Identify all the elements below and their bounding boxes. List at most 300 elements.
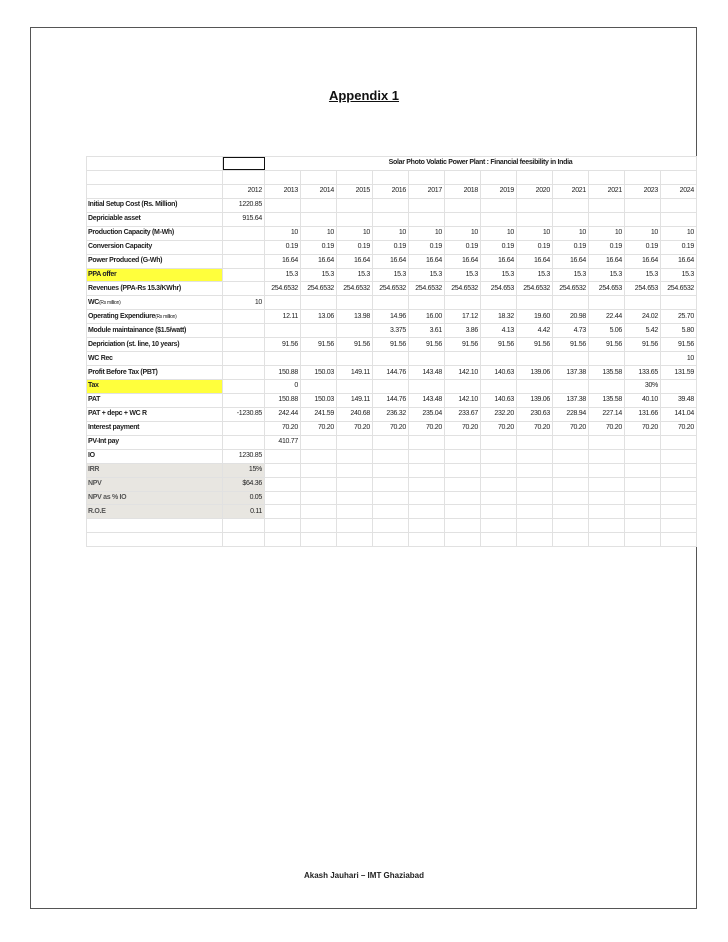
- year-header-row: [87, 184, 697, 198]
- table-cell: [445, 505, 481, 519]
- table-cell: 150.03: [301, 393, 337, 407]
- table-cell: [661, 435, 697, 449]
- table-cell: [337, 449, 373, 463]
- table-cell: 131.59: [661, 366, 697, 380]
- row-label: [87, 505, 223, 519]
- row-label-text: R.O.E: [88, 507, 106, 515]
- table-cell: [409, 212, 445, 226]
- table-cell: 91.56: [265, 338, 301, 352]
- table-row: [87, 463, 697, 477]
- table-cell: 254.653: [589, 282, 625, 296]
- table-cell: 25.70: [661, 310, 697, 324]
- row-label: [87, 366, 223, 380]
- year-header-cell: 2015: [337, 184, 373, 198]
- table-cell: 4.13: [481, 324, 517, 338]
- row-label-text: IRR: [88, 466, 100, 474]
- table-cell: [373, 491, 409, 505]
- table-cell: [661, 212, 697, 226]
- table-cell: [553, 449, 589, 463]
- table-cell: [337, 198, 373, 212]
- table-cell: 91.56: [625, 338, 661, 352]
- table-cell: [223, 226, 265, 240]
- table-cell: 1220.85: [223, 198, 265, 212]
- table-cell: 13.06: [301, 310, 337, 324]
- row-label-text: Initial Setup Cost (Rs. Million): [88, 201, 178, 209]
- table-cell: 16.64: [625, 254, 661, 268]
- table-cell: [373, 198, 409, 212]
- table-row: [87, 338, 697, 352]
- table-cell: 228.94: [553, 407, 589, 421]
- table-cell: 135.58: [589, 393, 625, 407]
- table-cell: [223, 393, 265, 407]
- row-label-text: Conversion Capacity: [88, 243, 152, 251]
- table-cell: [661, 463, 697, 477]
- table-cell: 240.68: [337, 407, 373, 421]
- table-row: [87, 435, 697, 449]
- table-cell: 16.64: [517, 254, 553, 268]
- table-cell: 0.19: [337, 240, 373, 254]
- table-cell: 137.38: [553, 393, 589, 407]
- table-cell: [373, 435, 409, 449]
- table-cell: [373, 463, 409, 477]
- table-cell: 15.3: [517, 268, 553, 282]
- table-cell: 91.56: [373, 338, 409, 352]
- table-cell: [589, 212, 625, 226]
- table-row: [87, 296, 697, 310]
- table-row: [87, 477, 697, 491]
- table-cell: [589, 435, 625, 449]
- page-footer: Akash Jauhari – IMT Ghaziabad: [303, 871, 425, 880]
- table-cell: [265, 352, 301, 366]
- table-cell: [409, 198, 445, 212]
- table-cell: 15.3: [481, 268, 517, 282]
- table-cell: 10: [301, 226, 337, 240]
- table-cell: 15.3: [301, 268, 337, 282]
- table-cell: [625, 477, 661, 491]
- table-cell: [517, 198, 553, 212]
- table-cell: [481, 463, 517, 477]
- table-cell: [625, 463, 661, 477]
- table-cell: [589, 463, 625, 477]
- table-cell: 227.14: [589, 407, 625, 421]
- table-cell: 150.03: [301, 366, 337, 380]
- table-cell: 16.64: [265, 254, 301, 268]
- table-cell: 15.3: [337, 268, 373, 282]
- table-cell: 0.05: [223, 491, 265, 505]
- table-cell: [589, 352, 625, 366]
- table-row: [87, 198, 697, 212]
- table-cell: 15.3: [625, 268, 661, 282]
- table-cell: 0.19: [625, 240, 661, 254]
- table-row: [87, 310, 697, 324]
- row-label: [87, 212, 223, 226]
- table-cell: [409, 435, 445, 449]
- table-cell: 140.63: [481, 366, 517, 380]
- table-cell: [337, 491, 373, 505]
- table-cell: [301, 296, 337, 310]
- row-label: [87, 240, 223, 254]
- table-cell: $64.36: [223, 477, 265, 491]
- table-cell: [661, 296, 697, 310]
- year-header-cell: 2021: [553, 184, 589, 198]
- row-label-text: PPA offer: [88, 270, 117, 278]
- year-header-cell: 2023: [625, 184, 661, 198]
- table-cell: [337, 352, 373, 366]
- table-cell: 3.375: [373, 324, 409, 338]
- table-cell: [661, 505, 697, 519]
- table-cell: 410.77: [265, 435, 301, 449]
- table-cell: [445, 296, 481, 310]
- table-cell: -1230.85: [223, 407, 265, 421]
- table-cell: [553, 463, 589, 477]
- table-cell: 70.20: [337, 421, 373, 435]
- table-cell: [223, 421, 265, 435]
- table-cell: [265, 296, 301, 310]
- table-cell: 10: [661, 226, 697, 240]
- table-cell: [337, 324, 373, 338]
- table-cell: 70.20: [553, 421, 589, 435]
- table-cell: 149.11: [337, 393, 373, 407]
- empty-cell: [87, 184, 223, 198]
- table-cell: [265, 198, 301, 212]
- table-cell: 16.64: [337, 254, 373, 268]
- row-label-unit: (Rs million): [99, 299, 121, 306]
- table-cell: [445, 212, 481, 226]
- row-label-text: NPV: [88, 480, 102, 488]
- table-cell: [337, 212, 373, 226]
- table-cell: 10: [481, 226, 517, 240]
- row-label-text: Operating Expendiure: [88, 312, 156, 320]
- table-cell: 0.19: [301, 240, 337, 254]
- selected-cell[interactable]: [223, 157, 265, 171]
- table-cell: [265, 505, 301, 519]
- table-cell: [337, 296, 373, 310]
- table-cell: 254.6532: [373, 282, 409, 296]
- table-cell: [517, 380, 553, 394]
- table-cell: 5.42: [625, 324, 661, 338]
- table-row: [87, 352, 697, 366]
- table-cell: [301, 324, 337, 338]
- row-label: [87, 198, 223, 212]
- table-row: [87, 491, 697, 505]
- table-cell: [445, 491, 481, 505]
- table-cell: [223, 254, 265, 268]
- table-cell: [589, 296, 625, 310]
- table-cell: [589, 505, 625, 519]
- row-label-text: NPV as % IO: [88, 493, 127, 501]
- table-cell: 242.44: [265, 407, 301, 421]
- table-cell: 254.6532: [337, 282, 373, 296]
- table-cell: [553, 477, 589, 491]
- table-cell: [625, 505, 661, 519]
- table-cell: 70.20: [373, 421, 409, 435]
- table-row: [87, 226, 697, 240]
- table-cell: [625, 435, 661, 449]
- table-cell: 16.64: [301, 254, 337, 268]
- row-label: [87, 477, 223, 491]
- table-cell: 40.10: [625, 393, 661, 407]
- table-cell: 91.56: [481, 338, 517, 352]
- year-header-cell: 2019: [481, 184, 517, 198]
- row-label: [87, 324, 223, 338]
- row-label: [87, 421, 223, 435]
- row-label: [87, 407, 223, 421]
- table-cell: [589, 491, 625, 505]
- table-cell: 24.02: [625, 310, 661, 324]
- table-cell: 70.20: [661, 421, 697, 435]
- table-cell: 70.20: [589, 421, 625, 435]
- table-cell: [409, 352, 445, 366]
- row-label: [87, 296, 223, 310]
- table-row: [87, 393, 697, 407]
- table-cell: 139.06: [517, 393, 553, 407]
- table-cell: [553, 198, 589, 212]
- year-header-cell: 2018: [445, 184, 481, 198]
- table-cell: [301, 491, 337, 505]
- row-label: [87, 352, 223, 366]
- table-cell: [481, 198, 517, 212]
- table-cell: [445, 463, 481, 477]
- table-cell: [553, 212, 589, 226]
- table-cell: [265, 463, 301, 477]
- table-cell: 135.58: [589, 366, 625, 380]
- row-label-text: WC Rec: [88, 354, 113, 362]
- table-cell: 70.20: [445, 421, 481, 435]
- table-row: [87, 240, 697, 254]
- table-cell: 915.64: [223, 212, 265, 226]
- table-cell: [373, 212, 409, 226]
- table-cell: [373, 477, 409, 491]
- table-cell: 131.66: [625, 407, 661, 421]
- table-cell: 15.3: [373, 268, 409, 282]
- table-cell: 91.56: [661, 338, 697, 352]
- table-cell: 10: [409, 226, 445, 240]
- table-cell: 1230.85: [223, 449, 265, 463]
- table-cell: [223, 366, 265, 380]
- table-cell: [445, 477, 481, 491]
- table-cell: [481, 296, 517, 310]
- table-cell: [481, 380, 517, 394]
- table-cell: [337, 463, 373, 477]
- table-cell: [445, 435, 481, 449]
- table-cell: [373, 449, 409, 463]
- table-cell: [265, 477, 301, 491]
- blank-row: [87, 170, 697, 184]
- table-cell: 10: [445, 226, 481, 240]
- table-cell: [661, 380, 697, 394]
- table-cell: [553, 491, 589, 505]
- table-row: [87, 268, 697, 282]
- table-cell: 235.04: [409, 407, 445, 421]
- sheet-caption: Solar Photo Volatic Power Plant : Financial feesibility in India: [265, 157, 697, 171]
- row-label-text: PV-Int pay: [88, 438, 119, 446]
- row-label: [87, 491, 223, 505]
- table-row: [87, 254, 697, 268]
- row-label: [87, 310, 223, 324]
- table-cell: [625, 296, 661, 310]
- row-label: [87, 380, 223, 394]
- table-cell: 16.64: [373, 254, 409, 268]
- table-row: [87, 282, 697, 296]
- table-cell: 254.6532: [445, 282, 481, 296]
- table-cell: 241.59: [301, 407, 337, 421]
- table-cell: [553, 380, 589, 394]
- table-cell: 70.20: [265, 421, 301, 435]
- table-cell: 4.73: [553, 324, 589, 338]
- table-cell: [661, 198, 697, 212]
- table-cell: 133.65: [625, 366, 661, 380]
- table-cell: 16.64: [409, 254, 445, 268]
- table-cell: [409, 296, 445, 310]
- table-cell: 70.20: [481, 421, 517, 435]
- table-cell: [223, 380, 265, 394]
- row-label-text: Depriciable asset: [88, 215, 141, 223]
- table-cell: 142.10: [445, 393, 481, 407]
- table-cell: 144.76: [373, 393, 409, 407]
- table-cell: [301, 212, 337, 226]
- table-cell: 20.98: [553, 310, 589, 324]
- row-label: [87, 254, 223, 268]
- table-cell: 15.3: [553, 268, 589, 282]
- table-cell: 17.12: [445, 310, 481, 324]
- table-cell: [301, 449, 337, 463]
- table-cell: 10: [373, 226, 409, 240]
- table-cell: [301, 435, 337, 449]
- table-cell: 16.64: [661, 254, 697, 268]
- table-cell: [517, 212, 553, 226]
- table-cell: [445, 449, 481, 463]
- table-cell: [517, 505, 553, 519]
- table-cell: [337, 435, 373, 449]
- year-header-cell: 2012: [223, 184, 265, 198]
- table-cell: 18.32: [481, 310, 517, 324]
- table-row: [87, 421, 697, 435]
- table-cell: 91.56: [517, 338, 553, 352]
- table-cell: [517, 449, 553, 463]
- table-cell: [337, 505, 373, 519]
- row-label-text: Module maintainance ($1.5/watt): [88, 326, 187, 334]
- table-cell: [481, 435, 517, 449]
- row-label-text: IO: [88, 452, 95, 460]
- table-cell: 254.6532: [661, 282, 697, 296]
- table-cell: [445, 380, 481, 394]
- table-cell: 3.86: [445, 324, 481, 338]
- row-label: [87, 268, 223, 282]
- table-row: [87, 212, 697, 226]
- table-cell: 0.19: [589, 240, 625, 254]
- table-cell: 254.653: [625, 282, 661, 296]
- table-cell: 254.6532: [553, 282, 589, 296]
- row-label: [87, 338, 223, 352]
- table-cell: 91.56: [301, 338, 337, 352]
- table-cell: 142.10: [445, 366, 481, 380]
- row-label-text: WC: [88, 298, 100, 306]
- table-cell: [589, 477, 625, 491]
- table-cell: 0.19: [265, 240, 301, 254]
- row-label-text: Production Capacity (M-Wh): [88, 229, 174, 237]
- table-cell: [661, 449, 697, 463]
- table-cell: [589, 380, 625, 394]
- table-cell: 254.6532: [301, 282, 337, 296]
- table-cell: [589, 449, 625, 463]
- table-row: [87, 449, 697, 463]
- table-cell: 70.20: [301, 421, 337, 435]
- table-cell: 15.3: [409, 268, 445, 282]
- table-cell: 230.63: [517, 407, 553, 421]
- table-cell: 0: [265, 380, 301, 394]
- table-cell: 254.6532: [409, 282, 445, 296]
- row-label-text: PAT: [88, 396, 101, 404]
- table-cell: [301, 380, 337, 394]
- table-cell: 10: [661, 352, 697, 366]
- table-cell: [223, 324, 265, 338]
- table-cell: 91.56: [445, 338, 481, 352]
- table-cell: 12.11: [265, 310, 301, 324]
- table-cell: 137.38: [553, 366, 589, 380]
- table-cell: 143.48: [409, 366, 445, 380]
- table-cell: 15.3: [445, 268, 481, 282]
- table-cell: [517, 491, 553, 505]
- table-row: [87, 324, 697, 338]
- table-cell: 10: [553, 226, 589, 240]
- table-cell: [337, 380, 373, 394]
- table-cell: [625, 212, 661, 226]
- table-cell: 70.20: [517, 421, 553, 435]
- table-cell: 233.67: [445, 407, 481, 421]
- row-label: [87, 282, 223, 296]
- table-cell: 91.56: [409, 338, 445, 352]
- table-cell: [409, 491, 445, 505]
- table-cell: [223, 352, 265, 366]
- table-cell: [445, 352, 481, 366]
- table-cell: [223, 435, 265, 449]
- table-cell: 150.88: [265, 366, 301, 380]
- table-cell: [517, 463, 553, 477]
- table-cell: 16.64: [445, 254, 481, 268]
- table-cell: 232.20: [481, 407, 517, 421]
- row-label-text: Depriciation (st. line, 10 years): [88, 340, 180, 348]
- row-label-text: Tax: [88, 382, 99, 390]
- table-cell: 30%: [625, 380, 661, 394]
- table-cell: [409, 380, 445, 394]
- row-label: [87, 449, 223, 463]
- table-cell: [553, 435, 589, 449]
- financial-table: [86, 156, 697, 547]
- table-cell: 254.653: [481, 282, 517, 296]
- table-cell: [517, 352, 553, 366]
- table-cell: [337, 477, 373, 491]
- page-title: Appendix 1: [328, 88, 400, 103]
- table-cell: 10: [265, 226, 301, 240]
- table-cell: [517, 477, 553, 491]
- year-header-cell: 2021: [589, 184, 625, 198]
- year-header-cell: 2017: [409, 184, 445, 198]
- table-cell: [373, 380, 409, 394]
- table-cell: [223, 268, 265, 282]
- table-cell: 13.98: [337, 310, 373, 324]
- row-label-unit: (Rs million): [155, 313, 177, 320]
- table-cell: [301, 477, 337, 491]
- table-cell: [223, 282, 265, 296]
- table-cell: [223, 240, 265, 254]
- table-cell: 10: [223, 296, 265, 310]
- table-cell: 0.19: [445, 240, 481, 254]
- table-cell: 0.19: [481, 240, 517, 254]
- row-label: [87, 435, 223, 449]
- table-cell: [409, 505, 445, 519]
- table-row: [87, 366, 697, 380]
- table-cell: [661, 491, 697, 505]
